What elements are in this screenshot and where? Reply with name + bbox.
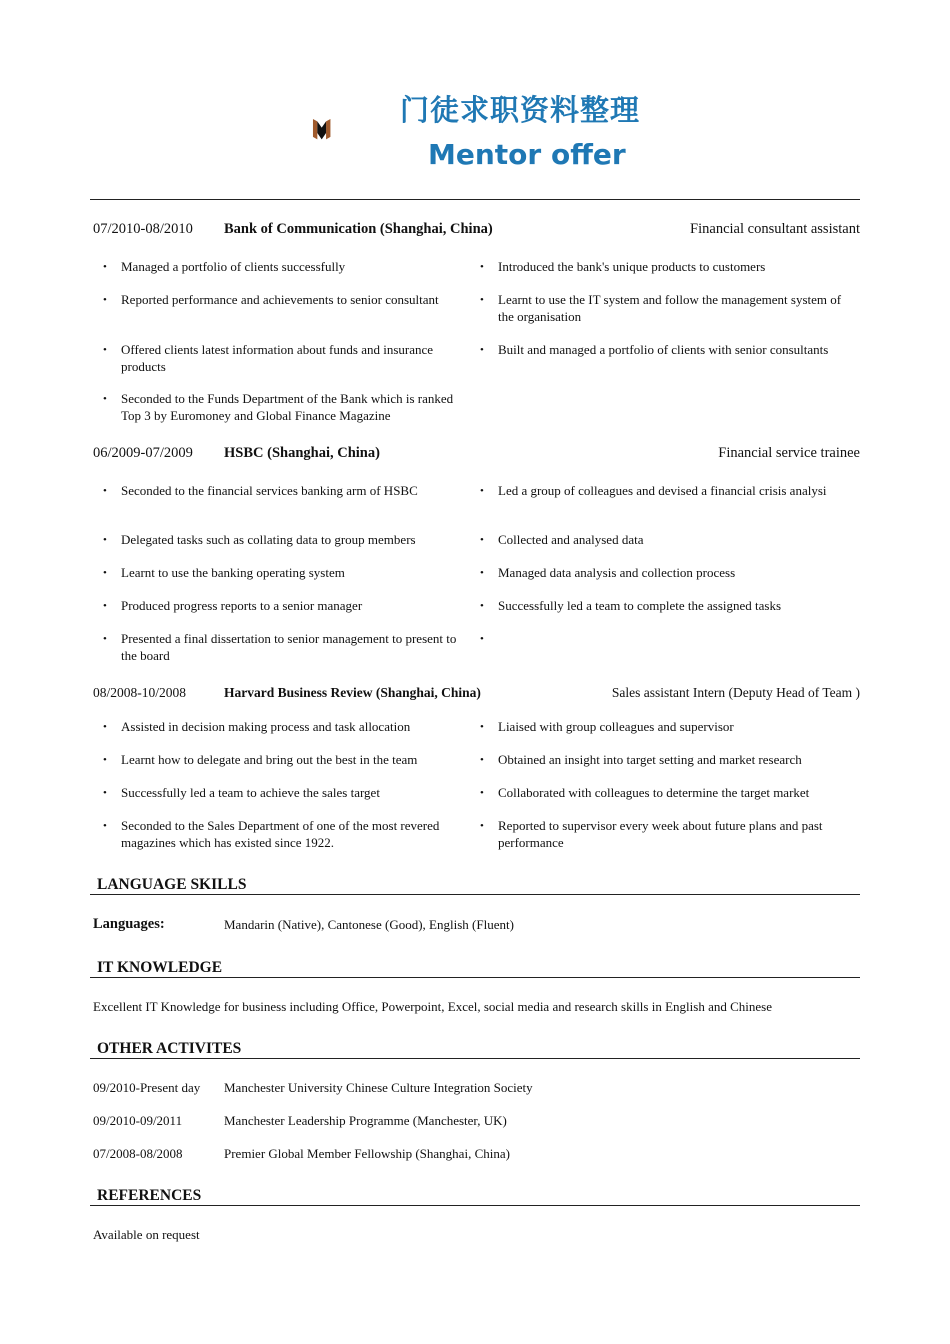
job-dates: 08/2008-10/2008 bbox=[93, 685, 186, 700]
activity-dates: 09/2010-09/2011 bbox=[93, 1113, 183, 1128]
job-bullet: • Presented a final dissertation to senior management to present to the board bbox=[121, 631, 471, 664]
languages-value: Mandarin (Native), Cantonese (Good), English (Fluent) bbox=[224, 917, 514, 932]
section-heading-language: LANGUAGE SKILLS bbox=[97, 876, 247, 893]
it-knowledge-text: Excellent IT Knowledge for business including Office, Powerpoint, Excel, social media and research skills in English and Chinese bbox=[93, 999, 772, 1014]
job-bullet: • Successfully led a team to complete the assigned tasks bbox=[498, 598, 848, 615]
section-divider bbox=[90, 1205, 860, 1206]
job-bullet: • Obtained an insight into target setting and market research bbox=[498, 752, 848, 769]
job-bullet: • Seconded to the Sales Department of one of the most revered magazines which has existed since 1922. bbox=[121, 818, 471, 851]
mentor-offer-logo-icon bbox=[312, 82, 392, 177]
job-bullet: • Learnt to use the banking operating system bbox=[121, 565, 471, 582]
job-bullet: • Produced progress reports to a senior manager bbox=[121, 598, 471, 615]
job-company: Bank of Communication (Shanghai, China) bbox=[224, 221, 493, 237]
job-bullet: • Managed a portfolio of clients successfully bbox=[121, 259, 471, 276]
job-bullet: • Built and managed a portfolio of clients with senior consultants bbox=[498, 342, 848, 359]
logo-chinese-text: 门徒求职资料整理 bbox=[400, 93, 641, 127]
job-bullet: • Learnt to use the IT system and follow the management system of the organisation bbox=[498, 292, 848, 325]
job-bullet: • Seconded to the financial services banking arm of HSBC bbox=[121, 483, 471, 500]
activity-text: Premier Global Member Fellowship (Shanghai, China) bbox=[224, 1146, 510, 1161]
top-divider bbox=[90, 199, 860, 200]
job-dates: 06/2009-07/2009 bbox=[93, 445, 193, 461]
job-bullet: • Reported to supervisor every week about future plans and past performance bbox=[498, 818, 848, 851]
activity-text: Manchester University Chinese Culture Integration Society bbox=[224, 1080, 533, 1095]
job-bullet: • Seconded to the Funds Department of the Bank which is ranked Top 3 by Euromoney and Global Finance Magazine bbox=[121, 391, 471, 424]
job-bullet: • Led a group of colleagues and devised a financial crisis analysi bbox=[498, 483, 848, 500]
job-bullet: • Introduced the bank's unique products to customers bbox=[498, 259, 848, 276]
section-heading-activities: OTHER ACTIVITES bbox=[97, 1040, 242, 1057]
activity-dates: 07/2008-08/2008 bbox=[93, 1146, 183, 1161]
section-divider bbox=[90, 977, 860, 978]
job-bullet: • Offered clients latest information about funds and insurance products bbox=[121, 342, 471, 375]
job-bullet: • Collected and analysed data bbox=[498, 532, 848, 549]
references-text: Available on request bbox=[93, 1227, 200, 1242]
job-company: HSBC (Shanghai, China) bbox=[224, 445, 380, 461]
job-company: Harvard Business Review (Shanghai, China) bbox=[224, 685, 481, 700]
job-bullet: • Liaised with group colleagues and supervisor bbox=[498, 719, 848, 736]
job-role: Financial consultant assistant bbox=[690, 221, 860, 237]
activity-text: Manchester Leadership Programme (Manchester, UK) bbox=[224, 1113, 507, 1128]
job-dates: 07/2010-08/2010 bbox=[93, 221, 193, 237]
job-bullet: • Successfully led a team to achieve the sales target bbox=[121, 785, 471, 802]
job-bullet: • Learnt how to delegate and bring out the best in the team bbox=[121, 752, 471, 769]
job-bullet: • Reported performance and achievements to senior consultant bbox=[121, 292, 471, 309]
activity-dates: 09/2010-Present day bbox=[93, 1080, 201, 1095]
languages-label: Languages: bbox=[93, 916, 165, 932]
job-bullet: • Delegated tasks such as collating data to group members bbox=[121, 532, 471, 549]
section-divider bbox=[90, 1058, 860, 1059]
section-heading-it: IT KNOWLEDGE bbox=[97, 959, 223, 976]
job-bullet: • Collaborated with colleagues to determine the target market bbox=[498, 785, 848, 802]
section-heading-references: REFERENCES bbox=[97, 1187, 202, 1204]
logo-english-text: Mentor offer bbox=[428, 138, 626, 171]
job-bullet: • Managed data analysis and collection process bbox=[498, 565, 848, 582]
job-bullet: • Assisted in decision making process and task allocation bbox=[121, 719, 471, 736]
job-role: Sales assistant Intern (Deputy Head of Team ) bbox=[611, 685, 860, 700]
section-divider bbox=[90, 894, 860, 895]
job-role: Financial service trainee bbox=[718, 445, 860, 461]
